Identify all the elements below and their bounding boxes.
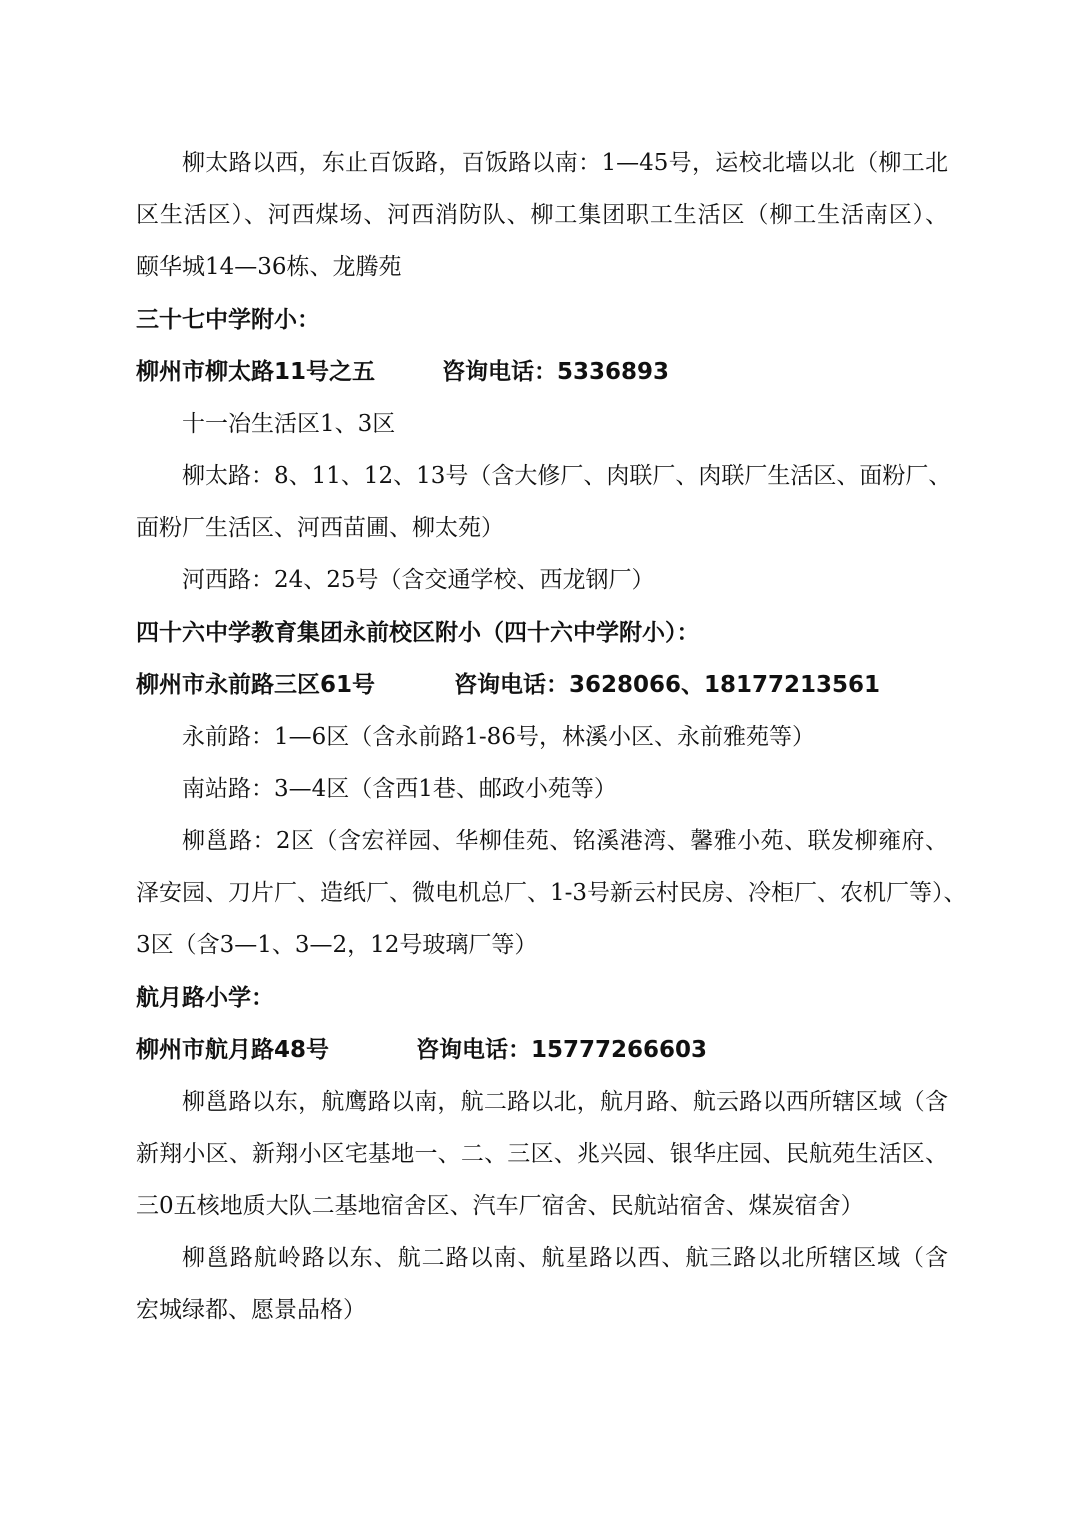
catchment-text: 3区（含3—1、3—2，12号玻璃厂等） [136,932,538,958]
catchment-text: 十一冶生活区1、3区 [182,411,396,437]
catchment-text: 柳邕路：2区（含宏祥园、华柳佳苑、铭溪港湾、馨雅小苑、联发柳雍府、 [182,828,948,854]
school-address-line [136,670,948,700]
catchment-text: 面粉厂生活区、河西苗圃、柳太苑） [136,515,504,541]
catchment-text: 颐华城14—36栋、龙腾苑 [136,254,402,280]
catchment-text: 柳太路：8、11、12、13号（含大修厂、肉联厂、肉联厂生活区、面粉厂、 [182,463,952,489]
school-phone: 咨询电话：15777266603 [416,1037,708,1063]
catchment-text: 泽安园、刀片厂、造纸厂、微电机总厂、1-3号新云村民房、冷柜厂、农机厂等）、 [136,880,967,906]
school-address: 柳州市柳太路11号之五 [136,359,376,385]
catchment-text: 柳邕路航岭路以东、航二路以南、航星路以西、航三路以北所辖区域（含 [182,1245,948,1271]
catchment-text: 三0五核地质大队二基地宿舍区、汽车厂宿舍、民航站宿舍、煤炭宿舍） [136,1193,864,1219]
catchment-text: 区生活区）、河西煤场、河西消防队、柳工集团职工生活区（柳工生活南区）、 [136,202,948,228]
catchment-text: 柳邕路以东，航鹰路以南，航二路以北，航月路、航云路以西所辖区域（含 [182,1089,948,1115]
school-address: 柳州市永前路三区61号 [136,672,376,698]
school-name: 三十七中学附小： [136,307,320,333]
catchment-text: 南站路：3—4区（含西1巷、邮政小苑等） [182,776,617,802]
school-phone: 咨询电话：5336893 [442,359,670,385]
school-name: 四十六中学教育集团永前校区附小（四十六中学附小）： [136,620,700,646]
catchment-text: 永前路：1—6区（含永前路1-86号，林溪小区、永前雅苑等） [182,724,815,750]
catchment-text: 河西路：24、25号（含交通学校、西龙钢厂） [182,567,655,593]
school-address-line [136,357,948,387]
catchment-text: 宏城绿都、愿景品格） [136,1297,366,1323]
school-address: 柳州市航月路48号 [136,1037,330,1063]
catchment-text: 柳太路以西，东止百饭路，百饭路以南：1—45号，运校北墙以北（柳工北 [182,150,948,176]
school-name: 航月路小学： [136,985,274,1011]
school-phone: 咨询电话：3628066、18177213561 [454,672,881,698]
school-address-line [136,1035,948,1065]
catchment-text: 新翔小区、新翔小区宅基地一、二、三区、兆兴园、银华庄园、民航苑生活区、 [136,1141,948,1167]
